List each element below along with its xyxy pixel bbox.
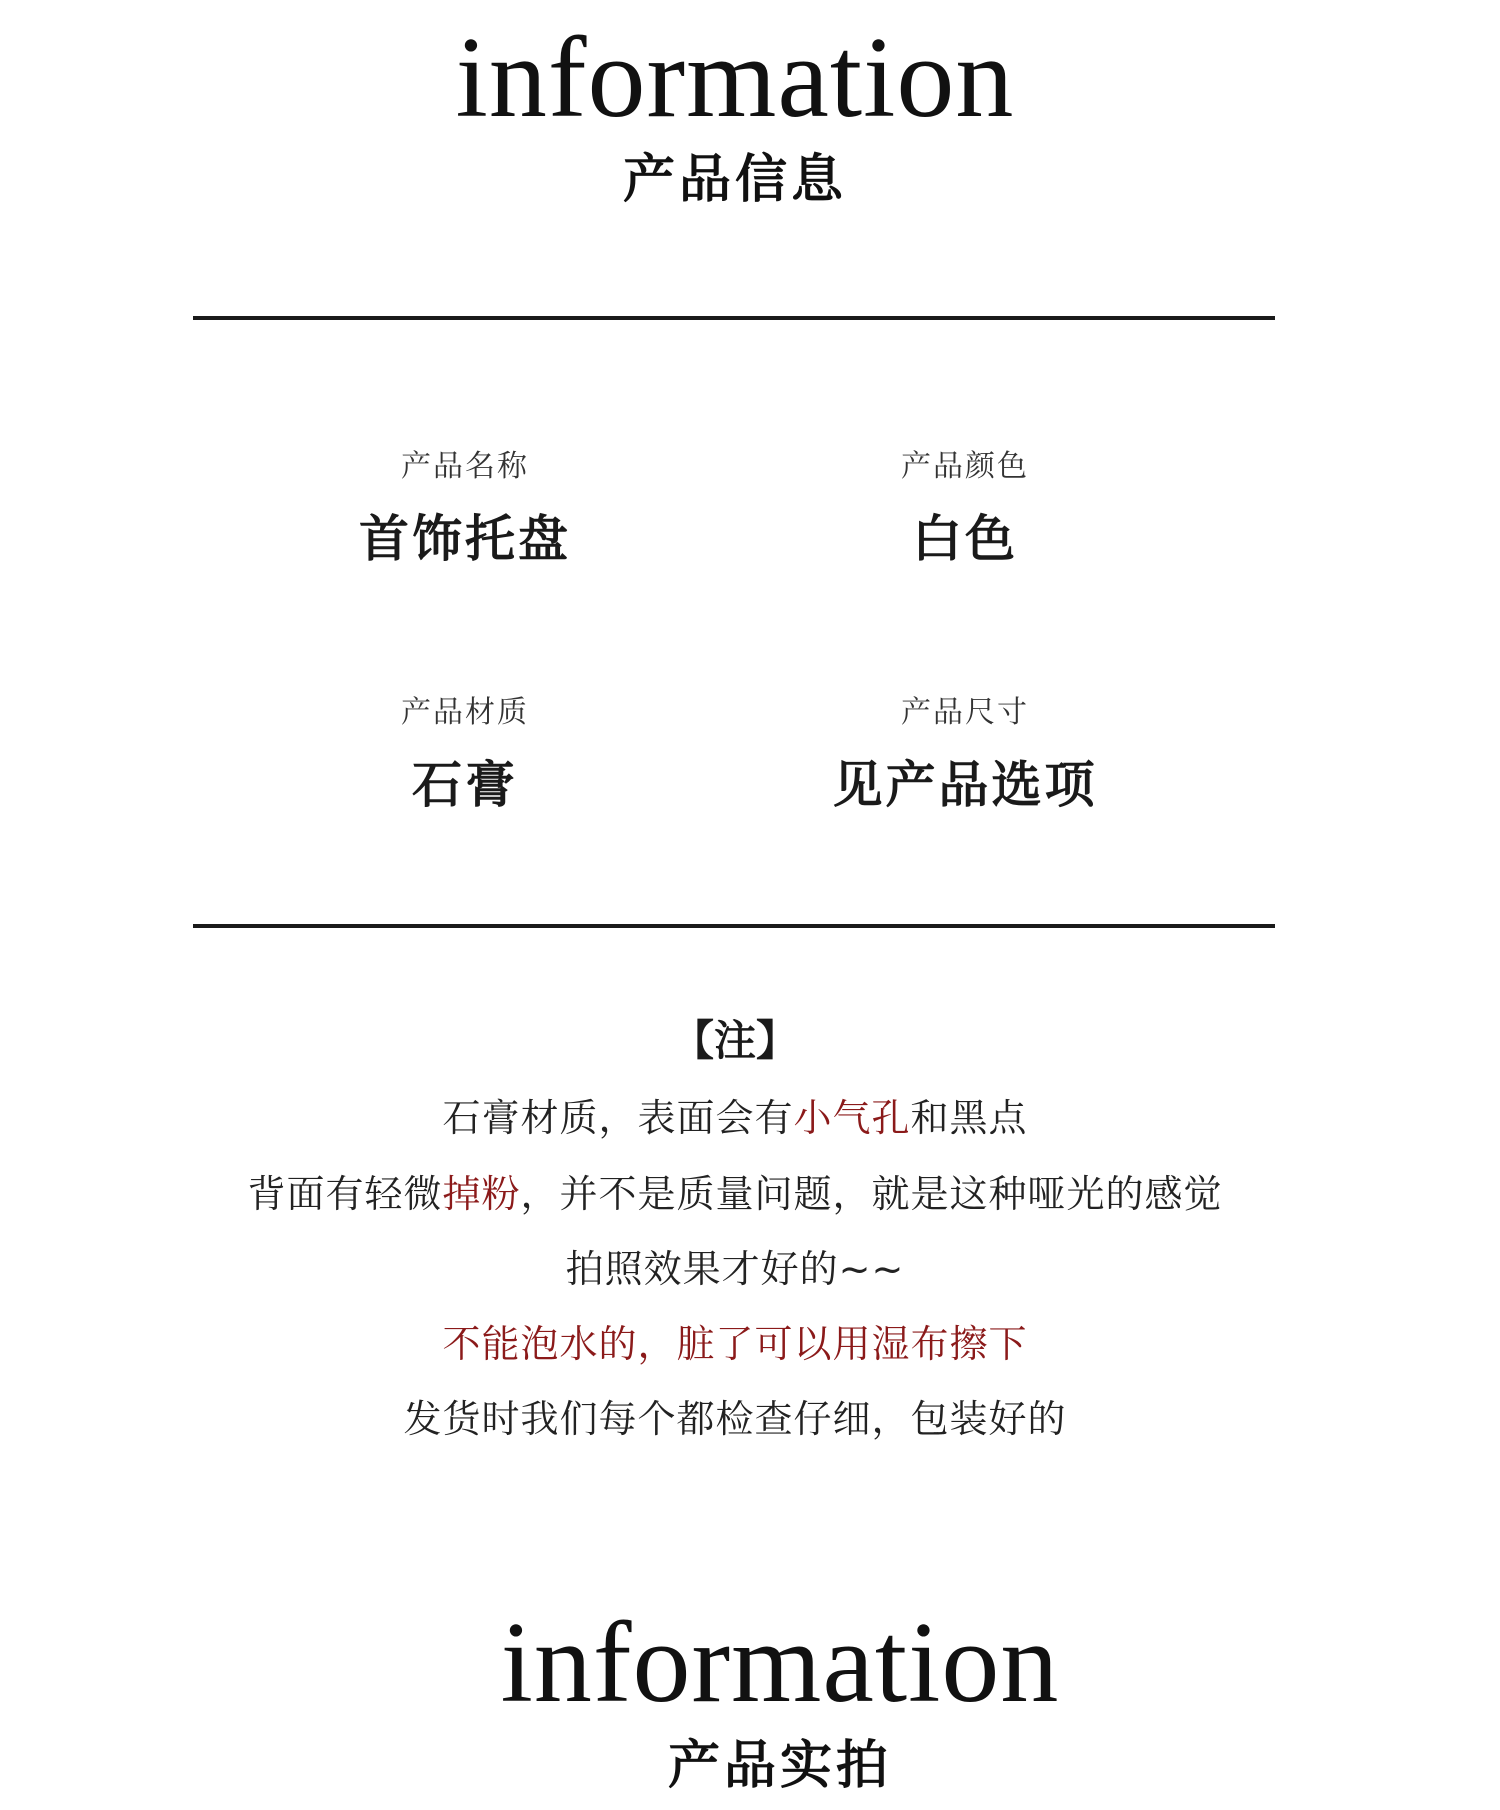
product-name-label: 产品名称	[401, 449, 529, 484]
product-name-value: 首饰托盘	[359, 510, 571, 568]
product-material-value: 石膏	[412, 756, 518, 814]
note-title: 【注】	[671, 1016, 798, 1065]
top-divider	[193, 316, 1275, 320]
note-line-1-highlight: 小气孔	[793, 1096, 911, 1140]
note-line-1-text-a: 石膏材质，表面会有	[442, 1096, 794, 1140]
note-line-2-text-a: 背面有轻微	[247, 1172, 443, 1216]
product-color-label: 产品颜色	[901, 449, 1029, 484]
note-line-5: 发货时我们每个都检查仔细，包装好的	[403, 1397, 1067, 1441]
note-line-2-text-c: ，并不是质量问题，就是这种哑光的感觉	[520, 1172, 1223, 1216]
note-line-1	[0, 1096, 1470, 1140]
note-line-2-highlight: 掉粉	[442, 1172, 521, 1216]
product-size-label: 产品尺寸	[901, 695, 1029, 730]
product-material-label: 产品材质	[401, 695, 529, 730]
section-title-cn: 产品信息	[622, 150, 847, 210]
product-color-value: 白色	[912, 510, 1018, 568]
note-line-3: 拍照效果才好的~~	[565, 1247, 905, 1291]
note-line-4: 不能泡水的，脏了可以用湿布擦下	[442, 1322, 1028, 1366]
photos-title-cn: 产品实拍	[667, 1736, 892, 1796]
note-line-1-text-c: 和黑点	[910, 1096, 1028, 1140]
note-line-2	[0, 1172, 1470, 1216]
section-title-en: information	[455, 14, 1015, 142]
bottom-divider	[193, 924, 1275, 928]
product-size-value: 见产品选项	[832, 756, 1098, 814]
photos-title-en: information	[500, 1599, 1060, 1727]
